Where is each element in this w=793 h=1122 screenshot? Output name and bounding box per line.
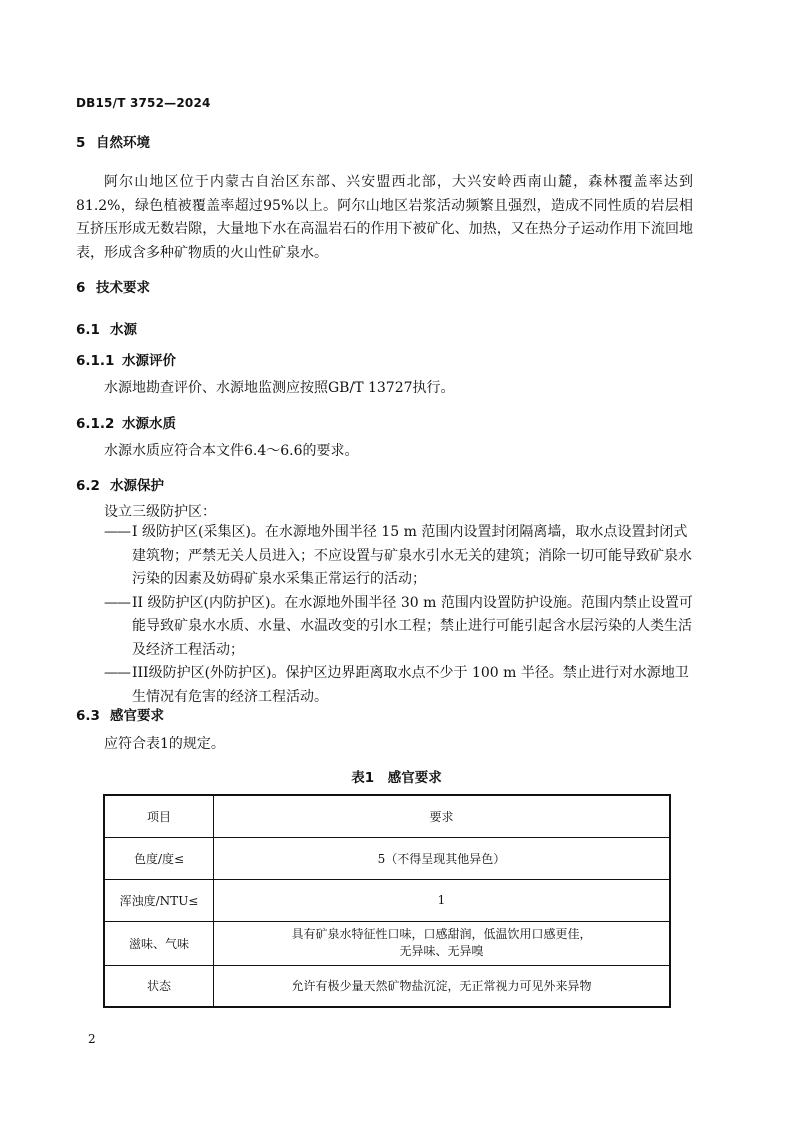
- table-cell: 浑浊度/NTU≤: [104, 879, 214, 921]
- section-title: 水源保护: [110, 478, 164, 494]
- zone-text: I 级防护区(采集区)。在水源地外围半径 15 m 范围内设置封闭隔离墙，取水点设置封闭式建筑物；严禁无关人员进入；不应设置与矿泉水引水无关的建筑；消除一切可能导致矿泉水污染的因素及妨碍矿泉水采集正常运行的活动；: [132, 524, 692, 587]
- table-cell: 色度/度≤: [104, 837, 214, 879]
- table-cell: 允许有极少量天然矿物盐沉淀，无正常视力可见外来异物: [214, 965, 671, 1007]
- zone-text: II 级防护区(内防护区)。在水源地外围半径 30 m 范围内设置防护设施。范围内禁止设置可能导致矿泉水水质、水量、水温改变的引水工程；禁止进行可能引起含水层污染的人类生活及经济工程活动；: [132, 594, 693, 658]
- dash-mark: ——: [104, 665, 130, 681]
- section-6-3-heading: [76, 704, 164, 724]
- section-number: 6.2: [76, 478, 100, 494]
- sensory-requirements-table: [103, 794, 671, 1008]
- section-number: 6.1.1: [76, 353, 115, 369]
- section-6-1-2-heading: [76, 412, 176, 432]
- table-row: [104, 837, 670, 879]
- header-cell-requirement: 要求: [214, 795, 671, 837]
- section-title: 水源评价: [122, 353, 176, 369]
- section-6-1-1-heading: [76, 349, 176, 369]
- table-row: [104, 921, 670, 965]
- section-5-paragraph: [76, 171, 693, 265]
- section-number: 6: [76, 280, 86, 296]
- dash-mark: ——: [104, 594, 130, 611]
- table-header-row: [104, 795, 670, 837]
- section-title: 自然环境: [96, 135, 150, 151]
- section-number: 5: [76, 135, 86, 151]
- section-title: 水源: [110, 322, 137, 338]
- table-cell: 滋味、气味: [104, 921, 214, 965]
- section-title: 感官要求: [110, 708, 164, 724]
- section-6-2-heading: [76, 474, 164, 494]
- table-cell-line: 具有矿泉水特征性口味，口感甜润，低温饮用口感更佳，: [291, 927, 592, 941]
- protection-zone-item-2: [104, 592, 694, 663]
- zone-text: III级防护区(外防护区)。保护区边界距离取水点不少于 100 m 半径。禁止进行对水源地卫生情况有危害的经济工程活动。: [132, 665, 689, 705]
- table-cell-line: 无异味、无异嗅: [399, 944, 484, 958]
- section-title: 水源水质: [122, 416, 176, 432]
- dash-mark: ——: [104, 524, 130, 540]
- section-number: 6.1: [76, 322, 100, 338]
- protection-zone-item-1: [104, 521, 694, 592]
- section-6-2-intro: 设立三级防护区：: [104, 504, 216, 520]
- section-6-1-heading: [76, 318, 137, 338]
- paragraph-text: 阿尔山地区位于内蒙古自治区东部、兴安盟西北部，大兴安岭西南山麓，森林覆盖率达到81.2%，绿色植被覆盖率超过95%以上。阿尔山地区岩浆活动频繁且强烈，造成不同性质的岩层相互挤压形成无数岩隙，大量地下水在高温岩石的作用下被矿化、加热，又在热分子运动作用下流回地表，形成含多种矿物质的火山性矿泉水。: [76, 174, 693, 261]
- section-6-1-2-body: 水源水质应符合本文件6.4～6.6的要求。: [104, 443, 359, 459]
- section-6-3-body: 应符合表1的规定。: [104, 736, 225, 752]
- section-6-1-1-body: 水源地勘查评价、水源地监测应按照GB/T 13727执行。: [104, 380, 455, 396]
- section-title: 技术要求: [96, 280, 150, 296]
- table-caption: 表1 感官要求: [351, 770, 442, 786]
- page-number: 2: [88, 1032, 96, 1046]
- section-6-heading: [76, 276, 150, 296]
- table-row: [104, 879, 670, 921]
- section-5-heading: [76, 131, 150, 151]
- document-code-header: DB15/T 3752—2024: [76, 96, 211, 110]
- table-cell: 1: [214, 879, 671, 921]
- table-cell: 5（不得呈现其他异色）: [214, 837, 671, 879]
- protection-zone-list: [104, 521, 694, 709]
- header-cell-item: 项目: [104, 795, 214, 837]
- table-cell: 状态: [104, 965, 214, 1007]
- table-row: [104, 965, 670, 1007]
- protection-zone-item-3: [104, 662, 694, 709]
- section-number: 6.1.2: [76, 416, 115, 432]
- table-cell: [214, 921, 671, 965]
- section-number: 6.3: [76, 708, 100, 724]
